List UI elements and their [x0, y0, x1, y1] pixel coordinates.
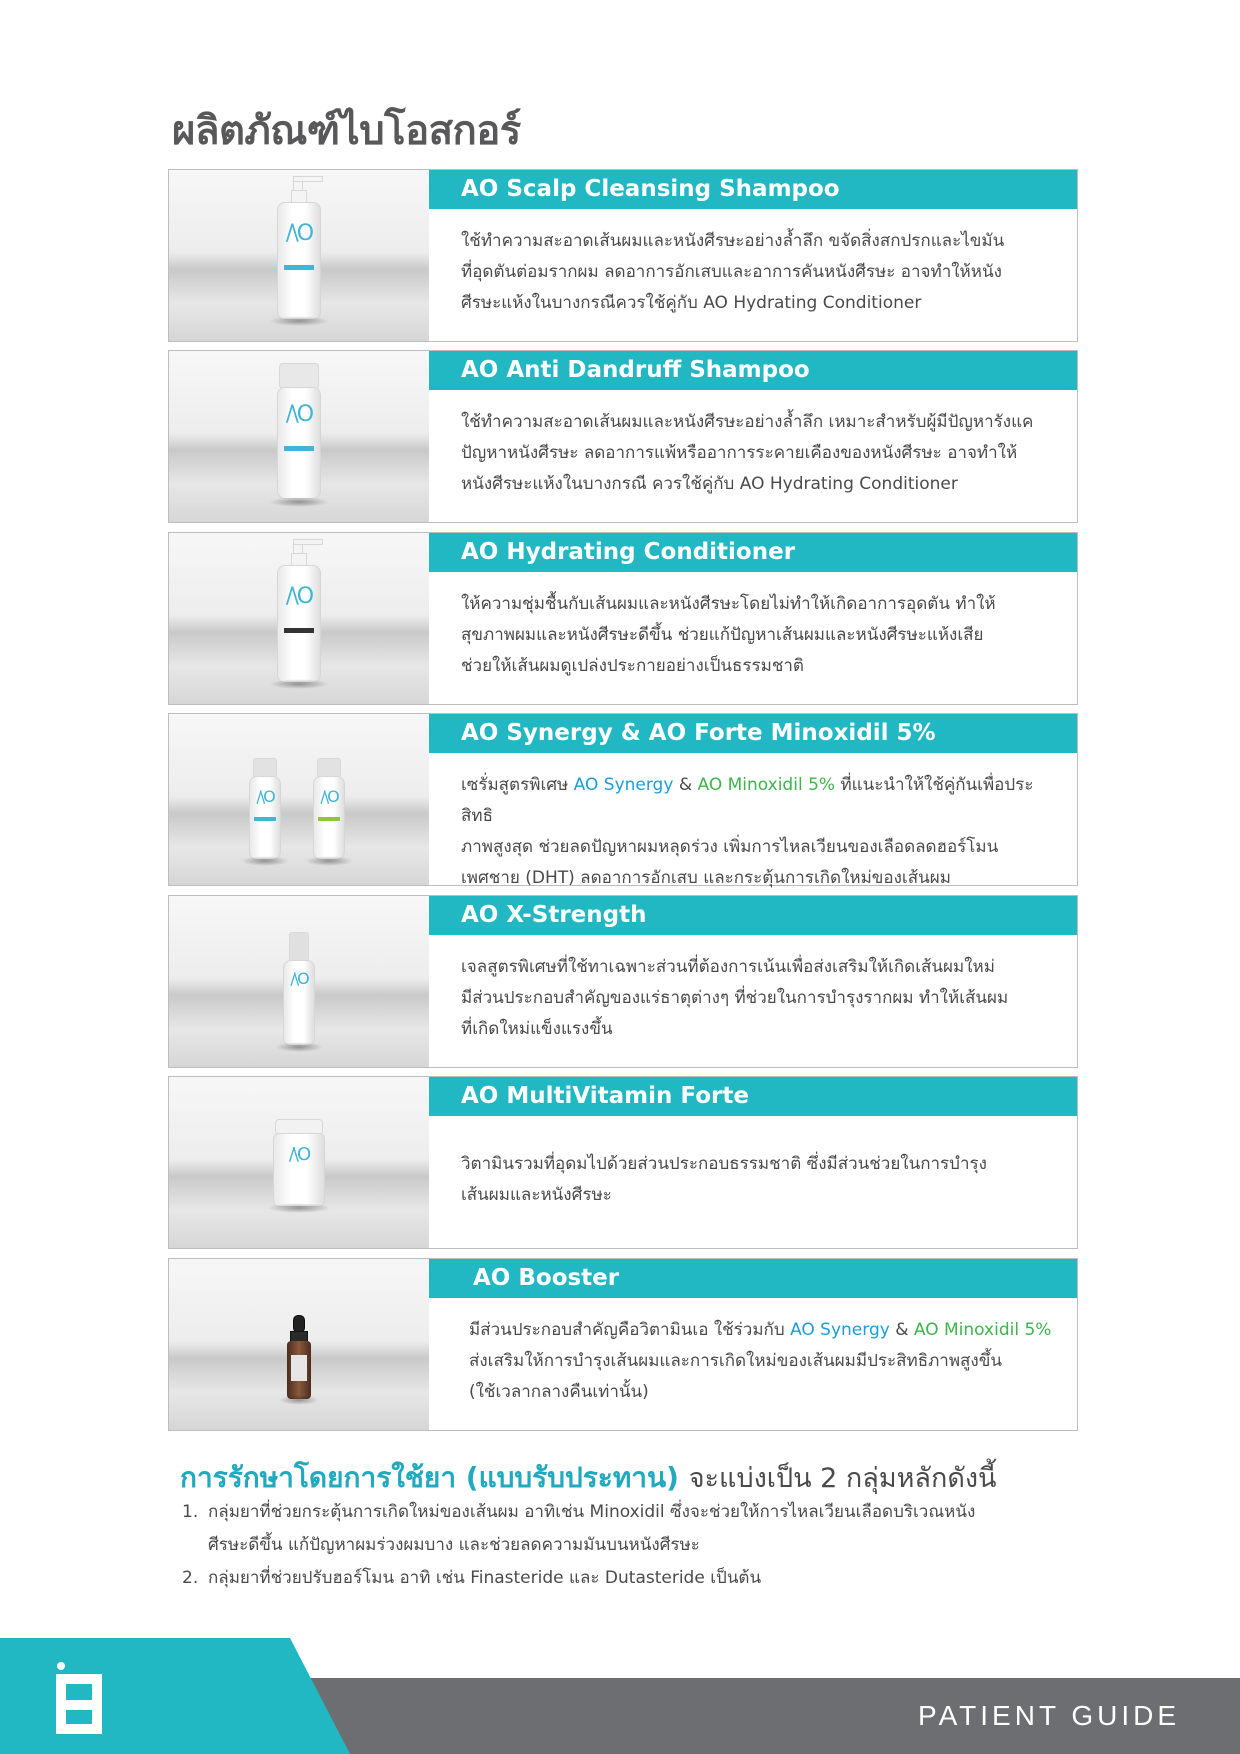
product-description: เจลสูตรพิเศษที่ใช้ทาเฉพาะส่วนที่ต้องการเน้นเพื่อส่งเสริมให้เกิดเส้นผมใหม่ มีส่วนประกอบสำคัญของแร่ธาตุต่างๆ ที่ช่วยในการบำรุงรากผม ทำให้เส้นผม ที่เกิดใหม่แข็งแรงขึ้น	[461, 957, 1009, 1039]
product-photo	[169, 533, 429, 704]
ao-logo-icon: /\O	[256, 787, 274, 806]
product-photo	[169, 1077, 429, 1248]
list-item: 2. กลุ่มยาที่ช่วยปรับฮอร์โมน อาทิ เช่น Finasteride และ Dutasteride เป็นต้น	[182, 1568, 762, 1588]
product-photo	[169, 896, 429, 1067]
product-description: ใช้ทำความสะอาดเส้นผมและหนังศีรษะอย่างล้ำลึก เหมาะสำหรับผู้มีปัญหารังแค ปัญหาหนังศีรษะ ลดอาการแพ้หรืออาการระคายเคืองของหนังศีรษะ อาจทำให้ หนังศีรษะแห้งในบางกรณี ควรใช้คู่กับ AO Hydrating Conditioner	[461, 412, 1034, 494]
product-card-anti-dandruff-shampoo	[168, 350, 1078, 523]
ao-logo-icon: /\O	[288, 1144, 310, 1165]
brand-logo-icon	[56, 1662, 108, 1734]
product-photo	[169, 351, 429, 522]
list-item: 1. กลุ่มยาที่ช่วยกระตุ้นการเกิดใหม่ของเส้นผม อาทิเช่น Minoxidil ซึ่งจะช่วยให้การไหลเวียนเลือดบริเวณหนัง ศีรษะดีขึ้น แก้ปัญหาผมร่วงผมบาง และช่วยลดความมันบนหนังศีรษะ	[182, 1502, 976, 1555]
product-photo	[169, 1259, 429, 1430]
product-description: มีส่วนประกอบสำคัญคือวิตามินเอ ใช้ร่วมกับ AO Synergy & AO Minoxidil 5% ส่งเสริมให้การบำรุงเส้นผมและการเกิดใหม่ของเส้นผมมีประสิทธิภาพสูงขึ้น (ใช้เวลากลางคืนเท่านั้น)	[469, 1320, 1052, 1402]
product-description: วิตามินรวมที่อุดมไปด้วยส่วนประกอบธรรมชาติ ซึ่งมีส่วนช่วยในการบำรุง เส้นผมและหนังศีรษะ	[461, 1154, 987, 1205]
product-photo	[169, 170, 429, 341]
treatment-heading: การรักษาโดยการใช้ยา (แบบรับประทาน) จะแบ่งเป็น 2 กลุ่มหลักดังนี้	[180, 1461, 997, 1494]
treatment-list	[182, 1496, 1042, 1595]
product-card-multivitamin-forte	[168, 1076, 1078, 1249]
product-name: AO Scalp Cleansing Shampoo	[429, 170, 1077, 209]
product-name: AO Anti Dandruff Shampoo	[429, 351, 1077, 390]
ao-logo-icon: /\O	[285, 584, 313, 609]
ao-logo-icon: /\O	[285, 402, 313, 427]
product-card-scalp-cleansing-shampoo	[168, 169, 1078, 342]
footer-label: PATIENT GUIDE	[917, 1700, 1180, 1731]
ao-logo-icon: /\O	[320, 787, 338, 806]
product-photo	[169, 714, 429, 885]
product-card-x-strength	[168, 895, 1078, 1068]
product-name: AO Hydrating Conditioner	[429, 533, 1077, 572]
product-card-synergy-minoxidil	[168, 713, 1078, 886]
page-title: ผลิตภัณฑ์ไบโอสกอร์	[172, 108, 521, 154]
product-description: ให้ความชุ่มชื้นกับเส้นผมและหนังศีรษะโดยไม่ทำให้เกิดอาการอุดตัน ทำให้ สุขภาพผมและหนังศีรษะดีขึ้น ช่วยแก้ปัญหาเส้นผมและหนังศีรษะแห้งเสีย ช่วยให้เส้นผมดูเปล่งประกายอย่างเป็นธรรมชาติ	[461, 594, 996, 676]
product-name: AO X-Strength	[429, 896, 1077, 935]
ao-logo-icon: /\O	[290, 969, 308, 988]
product-description: เซรั่มสูตรพิเศษ AO Synergy & AO Minoxidil 5% ที่แนะนำให้ใช้คู่กันเพื่อประสิทธิ ภาพสูงสุด ช่วยลดปัญหาผมหลุดร่วง เพิ่มการไหลเวียนของเลือดลดฮอร์โมน เพศชาย (DHT) ลดอาการอักเสบ และกระตุ้นการเกิดใหม่ของเส้นผม	[461, 775, 1034, 888]
product-card-booster	[168, 1258, 1078, 1431]
ao-logo-icon: /\O	[285, 221, 313, 246]
footer-accent	[0, 1638, 350, 1754]
product-name: AO MultiVitamin Forte	[429, 1077, 1077, 1116]
product-description: ใช้ทำความสะอาดเส้นผมและหนังศีรษะอย่างล้ำลึก ขจัดสิ่งสกปรกและไขมัน ที่อุดตันต่อมรากผม ลดอาการอักเสบและอาการคันหนังศีรษะ อาจทำให้หนัง ศีรษะแห้งในบางกรณีควรใช้คู่กับ AO Hydrating Conditioner	[461, 231, 1005, 313]
product-name: AO Booster	[429, 1259, 1077, 1298]
product-card-hydrating-conditioner	[168, 532, 1078, 705]
product-name: AO Synergy & AO Forte Minoxidil 5%	[429, 714, 1077, 753]
